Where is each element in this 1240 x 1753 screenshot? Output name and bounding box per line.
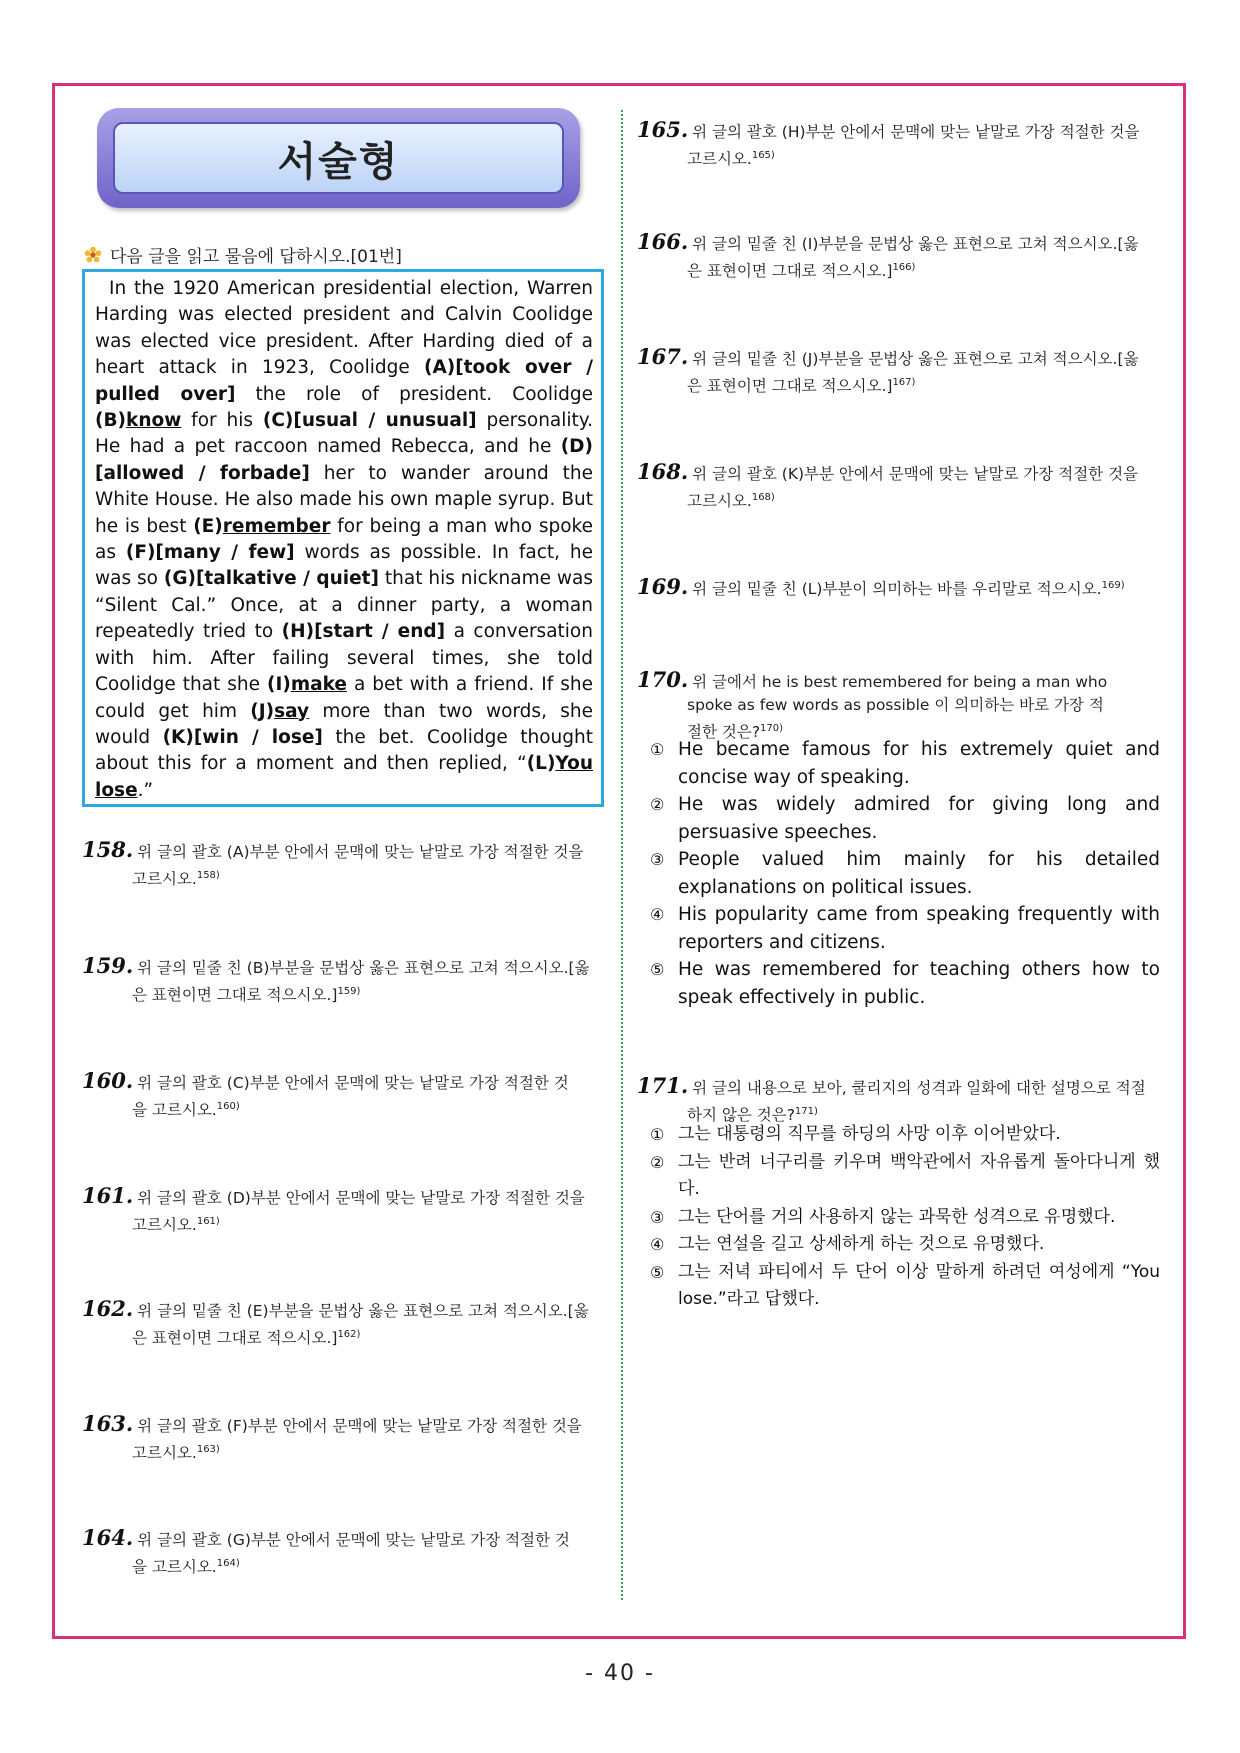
footnote-ref: 164) <box>216 1558 240 1569</box>
choice-text: People valued him mainly for his detailed explanations on political issues. <box>678 849 1160 898</box>
passage-text: for his <box>181 410 263 432</box>
question-text: 위 글의 밑줄 친 (B)부분을 문법상 옳은 표현으로 고쳐 적으시오.[옳 <box>137 959 590 977</box>
question-text: 위 글의 괄호 (A)부분 안에서 문맥에 맞는 낱말로 가장 적절한 것을 <box>137 843 584 861</box>
question-number: 159. <box>82 953 134 978</box>
choice-text: 그는 단어를 거의 사용하지 않는 과묵한 성격으로 유명했다. <box>678 1206 1116 1227</box>
question-text: 위 글의 괄호 (H)부분 안에서 문맥에 맞는 낱말로 가장 적절한 것을 <box>692 123 1140 141</box>
blank-b-word: know <box>126 410 182 432</box>
question-167 <box>637 345 1162 398</box>
question-170 <box>637 668 1162 744</box>
passage-text: her to wander around the White House. He also made his own maple syrup. But he is best <box>95 462 593 537</box>
footnote-ref: 161) <box>196 1216 220 1227</box>
footnote-ref: 166) <box>892 262 916 273</box>
passage-text: the role of president. Coolidge <box>235 383 593 405</box>
question-text: 위 글의 밑줄 친 (L)부분이 의미하는 바를 우리말로 적으시오. <box>692 580 1102 599</box>
question-text: 위 글의 괄호 (D)부분 안에서 문맥에 맞는 낱말로 가장 적절한 것을 <box>137 1189 585 1207</box>
passage-text: .” <box>137 779 154 801</box>
question-text: 절한 것은? <box>687 723 761 742</box>
question-text: 하지 않은 것은? <box>687 1106 795 1125</box>
question-text: 위 글의 내용으로 보아, 쿨리지의 성격과 일화에 대한 설명으로 적절 <box>692 1079 1146 1097</box>
choice-2 <box>650 791 1160 846</box>
question-number: 165. <box>637 117 689 142</box>
question-text: 고르시오. <box>687 150 752 169</box>
choice-marker: ⑤ <box>650 960 665 979</box>
question-text: 을 고르시오. <box>132 1101 217 1120</box>
choice-marker: ① <box>650 1125 665 1144</box>
choice-marker: ④ <box>650 905 665 924</box>
footnote-ref: 171) <box>794 1106 818 1117</box>
footnote-ref: 170) <box>760 723 784 734</box>
blank-g: (G)[talkative / quiet] <box>163 568 379 590</box>
choice-4 <box>650 1231 1160 1259</box>
choice-marker: ② <box>650 1152 665 1172</box>
question-166 <box>637 230 1162 283</box>
instruction-text: 다음 글을 읽고 물음에 답하시오.[01번] <box>110 247 402 267</box>
question-number: 163. <box>82 1411 134 1436</box>
column-divider <box>621 110 623 1600</box>
question-text: 위 글의 밑줄 친 (J)부분을 문법상 옳은 표현으로 고쳐 적으시오.[옳 <box>692 350 1139 368</box>
question-text: 은 표현이면 그대로 적으시오.] <box>687 377 893 396</box>
passage-text: In the 1920 American presidential election, Warren Harding was elected president and Calvin Coolidge was elected vice president. After Harding died of a heart attack in 1923, Coolidge <box>95 278 593 379</box>
question-164 <box>82 1526 607 1579</box>
choice-3 <box>650 1204 1160 1232</box>
section-title: 서술형 <box>277 138 400 185</box>
flower-icon <box>84 246 102 264</box>
choice-3 <box>650 846 1160 901</box>
choice-text: 그는 연설을 길고 상세하게 하는 것으로 유명했다. <box>678 1234 1045 1254</box>
blank-j-label: (J) <box>250 700 275 722</box>
question-number: 168. <box>637 459 689 484</box>
footnote-ref: 168) <box>751 492 775 503</box>
section-title-badge <box>97 108 580 208</box>
passage-box <box>82 269 604 807</box>
blank-b-label: (B) <box>95 410 127 432</box>
choice-text: He was remembered for teaching others how to speak effectively in public. <box>678 959 1160 1008</box>
blank-e-label: (E) <box>193 515 223 537</box>
question-text: 고르시오. <box>132 1444 197 1463</box>
question-161 <box>82 1184 607 1237</box>
choice-1 <box>650 736 1160 791</box>
question-number: 169. <box>637 574 689 600</box>
blank-i-label: (I) <box>267 674 291 696</box>
question-text: 고르시오. <box>687 492 752 511</box>
choice-text: He became famous for his extremely quiet and concise way of speaking. <box>678 739 1160 788</box>
question-text: 은 표현이면 그대로 적으시오.] <box>687 262 893 281</box>
choice-text: He was widely admired for giving long and persuasive speeches. <box>678 794 1160 843</box>
passage-text: for being a man who spoke as <box>95 515 593 564</box>
choice-1 <box>650 1121 1160 1149</box>
question-text: 위 글의 괄호 (K)부분 안에서 문맥에 맞는 낱말로 가장 적절한 것을 <box>692 465 1139 483</box>
question-number: 162. <box>82 1296 134 1321</box>
question-text: 위 글의 괄호 (F)부분 안에서 문맥에 맞는 낱말로 가장 적절한 것을 <box>137 1417 582 1435</box>
choice-marker: ② <box>650 795 665 814</box>
choice-4 <box>650 901 1160 956</box>
question-171 <box>637 1074 1162 1127</box>
question-159 <box>82 954 607 1007</box>
passage-text: personality. He had a pet raccoon named Rebecca, and he <box>95 410 593 458</box>
question-160 <box>82 1069 607 1122</box>
question-169 <box>637 574 1162 601</box>
blank-e-word: remember <box>222 515 331 537</box>
q171-choices <box>650 1121 1160 1314</box>
blank-l-word: You lose <box>95 753 593 801</box>
choice-marker: ⑤ <box>650 1262 665 1282</box>
choice-marker: ④ <box>650 1235 665 1254</box>
passage <box>95 276 593 804</box>
choice-5 <box>650 1259 1160 1314</box>
choice-marker: ③ <box>650 1207 665 1227</box>
question-text: 고르시오. <box>132 870 197 889</box>
blank-h: (H)[start / end] <box>281 621 446 643</box>
choice-text: His popularity came from speaking frequently with reporters and citizens. <box>678 904 1160 953</box>
choice-2 <box>650 1149 1160 1204</box>
footnote-ref: 160) <box>216 1101 240 1112</box>
footnote-ref: 158) <box>196 870 220 881</box>
footnote-ref: 162) <box>337 1329 361 1340</box>
passage-text: a conversation with him. After failing several times, she told Coolidge that she <box>95 621 593 696</box>
question-number: 171. <box>637 1073 689 1098</box>
question-number: 167. <box>637 344 689 369</box>
passage-text: the bet. Coolidge thought about this for a moment and then replied, “ <box>95 726 593 775</box>
question-text: 은 표현이면 그대로 적으시오.] <box>132 986 338 1005</box>
choice-text: 그는 반려 너구리를 키우며 백악관에서 자유롭게 돌아다니게 했다. <box>678 1151 1160 1199</box>
section-title-panel <box>113 122 564 194</box>
question-text: 위 글의 밑줄 친 (E)부분을 문법상 옳은 표현으로 고쳐 적으시오.[옳 <box>137 1302 589 1320</box>
passage-text: words as possible. In fact, he was so <box>95 542 594 590</box>
blank-i-word: make <box>290 674 347 696</box>
question-number: 166. <box>637 229 689 254</box>
question-number: 161. <box>82 1183 134 1208</box>
choice-text: 그는 저녁 파티에서 두 단어 이상 말하게 하려던 여성에게 “You lose.”라고 답했다. <box>678 1261 1160 1309</box>
passage-text: a bet with a friend. If she could get him <box>95 674 593 722</box>
blank-c: (C)[usual / unusual] <box>262 410 477 432</box>
choice-5 <box>650 956 1160 1011</box>
passage-text: that his nickname was “Silent Cal.” Once, at a dinner party, a woman repeatedly tried to <box>95 568 593 643</box>
question-text: 위 글에서 he is best remembered for being a man who <box>692 673 1108 691</box>
choice-text: 그는 대통령의 직무를 하딩의 사망 이후 이어받았다. <box>678 1124 1061 1144</box>
question-text: 위 글의 괄호 (G)부분 안에서 문맥에 맞는 낱말로 가장 적절한 것 <box>137 1531 570 1549</box>
question-text: 을 고르시오. <box>132 1558 217 1577</box>
question-text: spoke as few words as possible 이 의미하는 바로 가장 적 <box>687 696 1104 714</box>
page-number: - 40 - <box>585 1661 655 1686</box>
instruction <box>84 242 402 267</box>
question-163 <box>82 1412 607 1465</box>
blank-k: (K)[win / lose] <box>162 726 323 748</box>
q170-choices <box>650 736 1160 1011</box>
choice-marker: ① <box>650 740 665 759</box>
blank-j-word: say <box>274 700 310 722</box>
blank-a: (A)[took over / pulled over] <box>95 357 594 405</box>
question-158 <box>82 838 607 891</box>
question-number: 164. <box>82 1525 134 1550</box>
footnote-ref: 169) <box>1101 580 1125 591</box>
question-text: 고르시오. <box>132 1216 197 1235</box>
question-text: 은 표현이면 그대로 적으시오.] <box>132 1329 338 1348</box>
question-text: 위 글의 밑줄 친 (I)부분을 문법상 옳은 표현으로 고쳐 적으시오.[옳 <box>692 235 1139 253</box>
question-number: 160. <box>82 1068 134 1093</box>
question-162 <box>82 1297 607 1350</box>
blank-d: (D)[allowed / forbade] <box>95 436 593 484</box>
question-number: 158. <box>82 837 134 862</box>
question-165 <box>637 118 1162 171</box>
question-number: 170. <box>637 667 689 692</box>
footnote-ref: 167) <box>892 377 916 388</box>
passage-text: more than two words, she would <box>95 700 593 748</box>
choice-marker: ③ <box>650 850 665 869</box>
question-168 <box>637 460 1162 513</box>
footnote-ref: 163) <box>196 1444 220 1455</box>
blank-f: (F)[many / few] <box>125 542 295 564</box>
footnote-ref: 159) <box>337 986 361 997</box>
footnote-ref: 165) <box>751 150 775 161</box>
question-text: 위 글의 괄호 (C)부분 안에서 문맥에 맞는 낱말로 가장 적절한 것 <box>137 1074 569 1092</box>
blank-l-label: (L) <box>526 753 556 775</box>
